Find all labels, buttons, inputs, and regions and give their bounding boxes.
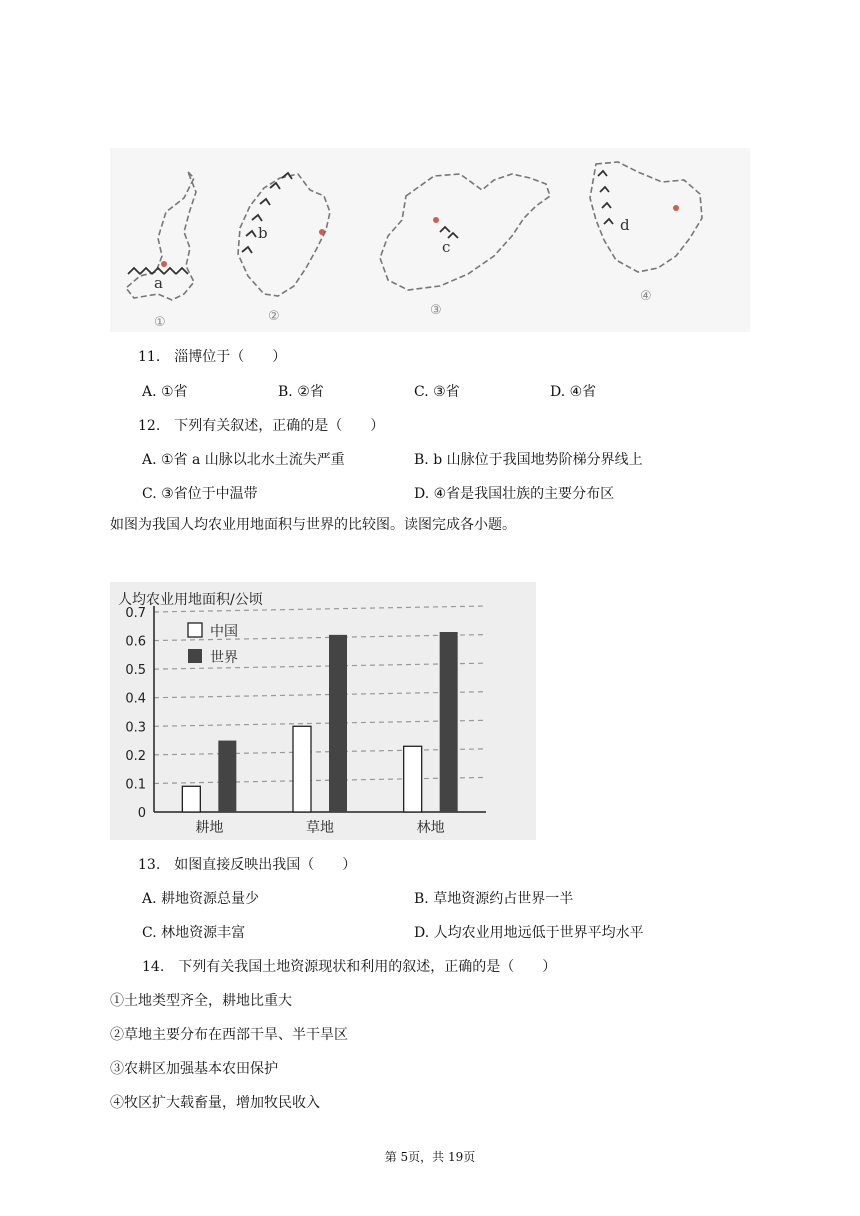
question-11-number: 11. bbox=[138, 349, 161, 365]
map-number-4: ④ bbox=[640, 289, 652, 304]
question-13-option-a: A. 耕地资源总量少 bbox=[142, 891, 260, 907]
y-tick-label: 0 bbox=[137, 806, 146, 821]
bar-world-1 bbox=[329, 635, 347, 812]
y-gridline bbox=[154, 635, 486, 641]
map-label-a: a bbox=[154, 274, 163, 292]
mountain-symbol-c bbox=[440, 227, 458, 238]
bar-china-1 bbox=[293, 726, 311, 812]
question-12-option-b: B. b 山脉位于我国地势阶梯分界线上 bbox=[414, 452, 643, 468]
map-number-2: ② bbox=[268, 309, 280, 324]
question-12-option-d: D. ④省是我国壮族的主要分布区 bbox=[414, 486, 615, 502]
y-gridline bbox=[154, 749, 486, 755]
map-label-b: b bbox=[258, 224, 268, 242]
map-number-1: ① bbox=[154, 315, 166, 330]
x-tick-label: 草地 bbox=[306, 820, 334, 836]
question-14 bbox=[142, 958, 556, 976]
question-12-number: 12. bbox=[138, 418, 161, 434]
province-outline-2 bbox=[238, 174, 330, 296]
agricultural-land-chart bbox=[110, 582, 536, 840]
question-11-option-b: B. ②省 bbox=[278, 384, 324, 400]
question-13-number: 13. bbox=[138, 857, 161, 873]
y-gridline bbox=[154, 692, 486, 698]
map-number-3: ③ bbox=[430, 303, 442, 318]
question-14-item-2: ②草地主要分布在西部干旱、半干旱区 bbox=[110, 1027, 348, 1043]
province-outline-4 bbox=[590, 162, 702, 272]
mountain-symbol-d bbox=[598, 171, 613, 224]
y-tick-label: 0.4 bbox=[125, 691, 146, 707]
province-maps-svg bbox=[110, 148, 750, 332]
question-12-option-a: A. ①省 a 山脉以北水土流失严重 bbox=[142, 452, 345, 468]
legend-label-world: 世界 bbox=[210, 650, 238, 666]
y-tick-label: 0.6 bbox=[125, 634, 146, 650]
bar-world-0 bbox=[218, 741, 236, 812]
page-footer: 第 5页，共 19页 bbox=[384, 1150, 476, 1164]
question-11-option-d: D. ④省 bbox=[550, 384, 597, 400]
legend-swatch-china bbox=[188, 623, 202, 637]
y-gridline bbox=[154, 663, 486, 669]
question-14-text: 下列有关我国土地资源现状和利用的叙述，正确的是（ ） bbox=[178, 959, 557, 975]
question-14-item-4: ④牧区扩大载畜量，增加牧民收入 bbox=[110, 1095, 320, 1111]
chart-legend bbox=[188, 623, 238, 666]
y-tick-label: 0.3 bbox=[125, 720, 146, 736]
question-13-option-b: B. 草地资源约占世界一半 bbox=[414, 891, 574, 907]
question-13-option-c: C. 林地资源丰富 bbox=[142, 925, 246, 941]
x-tick-label: 林地 bbox=[416, 820, 445, 836]
question-11-option-c: C. ③省 bbox=[414, 384, 460, 400]
question-12-option-c: C. ③省位于中温带 bbox=[142, 486, 258, 502]
chart-y-axis-label: 人均农业用地面积/公顷 bbox=[118, 592, 263, 608]
y-gridline bbox=[154, 777, 486, 783]
question-11-option-a: A. ①省 bbox=[142, 384, 188, 400]
question-13-option-d: D. 人均农业用地远低于世界平均水平 bbox=[414, 925, 644, 941]
question-11 bbox=[138, 348, 286, 366]
question-11-text: 淄博位于（ ） bbox=[174, 349, 287, 365]
question-14-item-3: ③农耕区加强基本农田保护 bbox=[110, 1061, 278, 1077]
question-14-number: 14. bbox=[142, 959, 165, 975]
capital-dot-2 bbox=[319, 229, 325, 235]
question-13 bbox=[138, 856, 356, 874]
capital-dot-4 bbox=[673, 205, 679, 211]
question-12 bbox=[138, 417, 384, 435]
bar-china-2 bbox=[404, 746, 422, 812]
bar-chart-svg bbox=[110, 582, 536, 840]
legend-swatch-world bbox=[188, 649, 202, 663]
y-tick-label: 0.5 bbox=[125, 663, 146, 679]
question-13-text: 如图直接反映出我国（ ） bbox=[174, 857, 357, 873]
bar-world-2 bbox=[440, 632, 458, 812]
legend-label-china: 中国 bbox=[210, 624, 238, 640]
capital-dot-3 bbox=[433, 217, 439, 223]
x-tick-label: 耕地 bbox=[195, 820, 224, 836]
map-label-c: c bbox=[442, 238, 451, 256]
y-tick-label: 0.1 bbox=[125, 777, 146, 793]
capital-dot-1 bbox=[161, 261, 167, 267]
chart-intro-text: 如图为我国人均农业用地面积与世界的比较图。读图完成各小题。 bbox=[110, 517, 516, 533]
province-outline-3 bbox=[380, 174, 550, 290]
map-label-d: d bbox=[620, 216, 630, 234]
province-maps-figure bbox=[110, 148, 750, 332]
y-gridline bbox=[154, 720, 486, 726]
y-tick-label: 0.7 bbox=[125, 606, 146, 621]
question-14-item-1: ①土地类型齐全，耕地比重大 bbox=[110, 993, 292, 1009]
y-tick-label: 0.2 bbox=[125, 748, 146, 764]
question-12-text: 下列有关叙述，正确的是（ ） bbox=[174, 418, 385, 434]
bar-china-0 bbox=[182, 786, 200, 812]
